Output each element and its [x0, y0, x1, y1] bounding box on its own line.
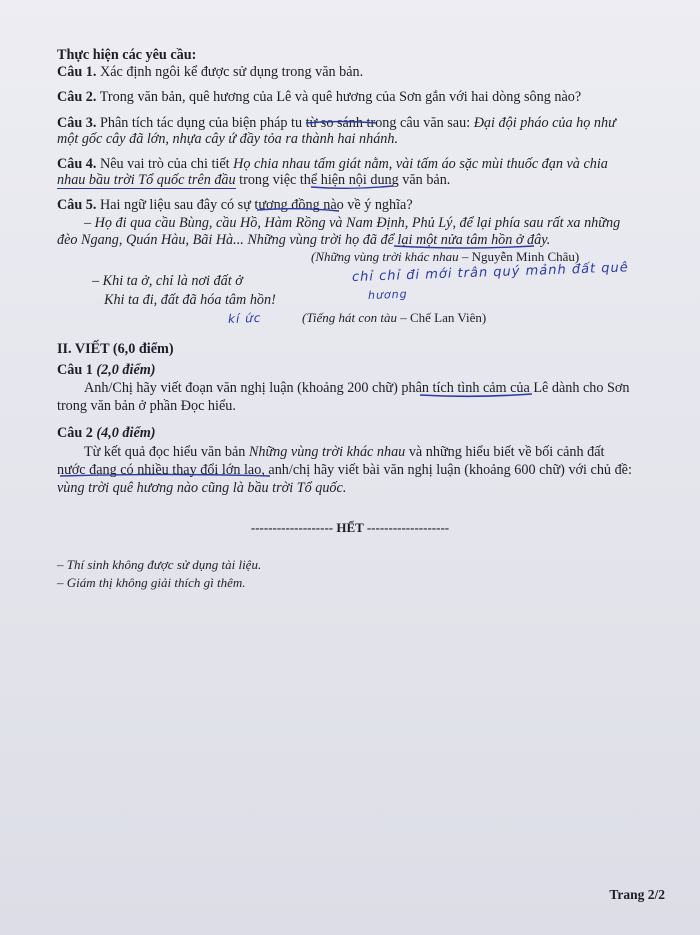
writing-q2-line1 [84, 443, 604, 461]
question-1 [57, 63, 363, 81]
question-3-line2: một gốc cây đã lớn, nhựa cây ứ đầy tỏa ra thành hai nhánh. [57, 131, 399, 147]
question-4-num: Câu 4. [57, 156, 97, 172]
handwritten-margin-note: kí ức [227, 310, 262, 326]
excerpt-1-line2: đèo Ngang, Quán Hàu, Bãi Hà... Những vùng trời họ đã để lại một nửa tâm hồn ở đây. [57, 232, 551, 248]
question-5 [57, 196, 413, 214]
excerpt-2-line1: – Khi ta ở, chỉ là nơi đất ở [92, 273, 243, 289]
handwritten-note-cont: hương [367, 287, 408, 302]
writing-section-heading: II. VIẾT (6,0 điểm) [57, 341, 174, 357]
writing-q2-line3: vùng trời quê hương nào cũng là bầu trời Tổ quốc. [57, 480, 347, 496]
question-2-text: Trong văn bản, quê hương của Lê và quê hương của Sơn gắn với hai dòng sông nào? [99, 89, 582, 105]
writing-q1-points: (2,0 điểm) [96, 362, 156, 378]
question-3-quote: Đại đội pháo của họ như [473, 115, 616, 131]
excerpt-2-source-author: – Chế Lan Viên) [396, 310, 487, 325]
excerpt-2-line2: Khi ta đi, đất đã hóa tâm hồn! [104, 292, 276, 308]
question-1-text: Xác định ngôi kể được sử dụng trong văn bản. [99, 64, 364, 80]
writing-q2-line1-c: và những hiểu biết về bối cảnh đất [408, 444, 605, 460]
writing-q2-work-title: Những vùng trời khác nhau [248, 444, 406, 460]
excerpt-2-source [302, 309, 486, 327]
writing-q2-heading [57, 424, 156, 442]
writing-q2-points: (4,0 điểm) [96, 425, 156, 441]
page-number: Trang 2/2 [609, 887, 665, 902]
handwritten-note: chỉ chỉ đi mới trân quý mảnh đất quê [351, 260, 629, 285]
writing-q1-line1: Anh/Chị hãy viết đoạn văn nghị luận (khoảng 200 chữ) phân tích tình cảm của Lê dành cho Sơn [84, 380, 630, 396]
question-3-num: Câu 3. [57, 115, 97, 131]
excerpt-2-source-title: (Tiếng hát con tàu [302, 310, 397, 325]
question-1-num: Câu 1. [57, 64, 97, 80]
question-4-line2 [57, 171, 450, 189]
question-4-quote: Họ chia nhau tấm giát nằm, vài tấm áo sặc mùi thuốc đạn và chia [233, 156, 608, 172]
question-5-num: Câu 5. [57, 197, 97, 213]
question-5-text: Hai ngữ liệu sau đây có sự tương đồng nào về ý nghĩa? [99, 197, 413, 213]
excerpt-1-source-author: – Nguyễn Minh Châu) [458, 249, 580, 264]
note-1: – Thí sinh không được sử dụng tài liệu. [57, 557, 262, 572]
task-heading: Thực hiện các yêu cầu: [57, 47, 197, 63]
writing-q1-heading [57, 361, 156, 379]
question-2 [57, 88, 581, 106]
question-2-num: Câu 2. [57, 89, 97, 105]
question-4-text-end: trong việc thể hiện nội dung văn bản. [239, 172, 451, 188]
question-4-quote-end: nhau bầu trời Tổ quốc trên đầu [57, 172, 236, 188]
excerpt-1-source-title: (Những vùng trời khác nhau [311, 249, 459, 264]
question-3-text: Phân tích tác dụng của biện pháp tu từ so sánh trong câu văn sau: [99, 115, 471, 131]
end-marker: ------------------- HẾT ------------------- [250, 520, 450, 535]
writing-q2-line2: nước đang có nhiều thay đổi lớn lao, anh/chị hãy viết bài văn nghị luận (khoảng 600 chữ) với chủ đề: [57, 462, 632, 478]
writing-q2-label: Câu 2 [57, 425, 93, 441]
writing-q1-label: Câu 1 [57, 362, 93, 378]
writing-q2-line1-a: Từ kết quả đọc hiểu văn bản [84, 444, 246, 460]
note-2: – Giám thị không giải thích gì thêm. [57, 575, 246, 590]
writing-q1-line2: trong văn bản ở phần Đọc hiểu. [57, 398, 236, 414]
question-4-text: Nêu vai trò của chi tiết [99, 156, 230, 172]
excerpt-1-line1: – Họ đi qua cầu Bùng, cầu Hồ, Hàm Rồng và Nam Định, Phủ Lý, để lại phía sau rất xa những [84, 215, 621, 231]
